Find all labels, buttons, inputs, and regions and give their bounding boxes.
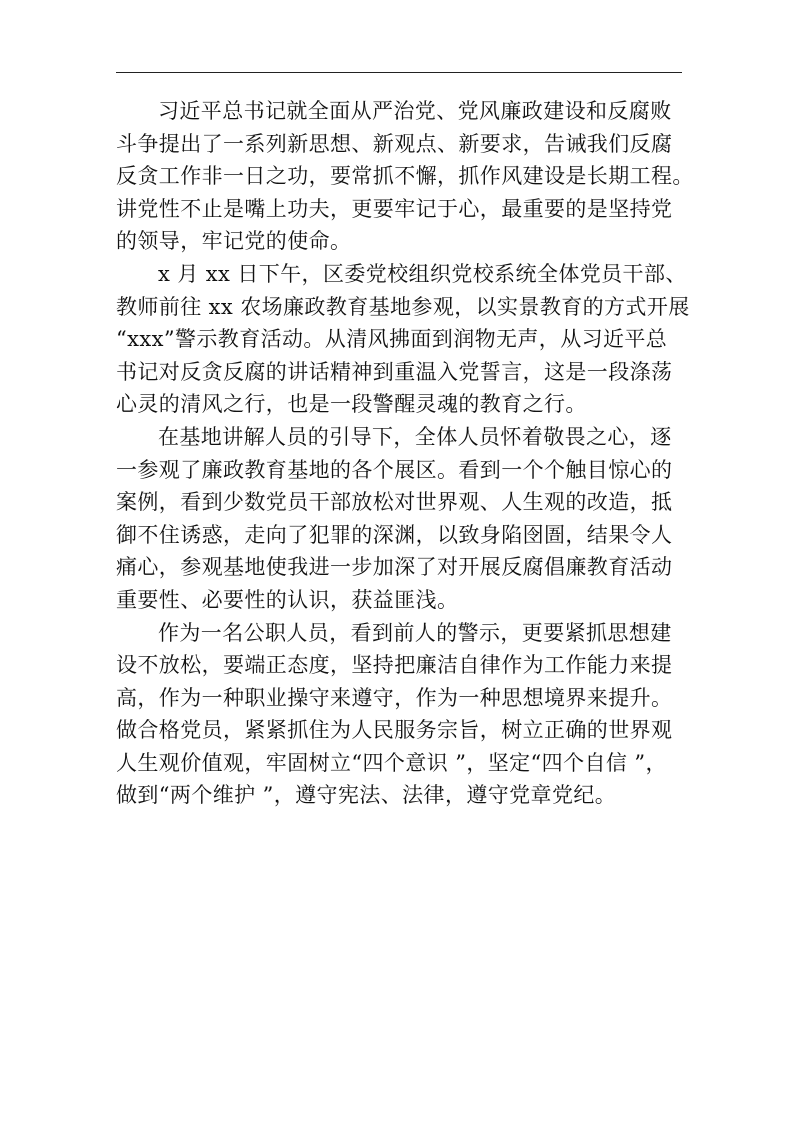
text-line: 书记对反贪反腐的讲话精神到重温入党誓言，这是一段涤荡: [116, 359, 673, 384]
text-line: 高，作为一种职业操守来遵守，作为一种思想境界来提升。: [116, 685, 673, 710]
text-line: “xxx”警示教育活动。从清风拂面到润物无声，从习近平总: [116, 327, 668, 352]
text-line: 心灵的清风之行，也是一段警醒灵魂的教育之行。: [116, 392, 587, 417]
text-line: 反贪工作非一日之功，要常抓不懈，抓作风建设是长期工程。: [116, 164, 694, 189]
text-line: 案例，看到少数党员干部放松对世界观、人生观的改造，抵: [116, 490, 673, 515]
text-line: x 月 xx 日下午，区委党校组织党校系统全体党员干部、: [158, 261, 687, 286]
text-line: 作为一名公职人员，看到前人的警示，更要紧抓思想建: [158, 620, 672, 645]
text-line: 做到“两个维护 ”，遵守宪法、法律，遵守党章党纪。: [116, 783, 617, 808]
text-line: 在基地讲解人员的引导下，全体人员怀着敬畏之心，逐: [158, 424, 672, 449]
text-line: 痛心，参观基地使我进一步加深了对开展反腐倡廉教育活动: [116, 555, 673, 580]
text-line: 做合格党员，紧紧抓住为人民服务宗旨，树立正确的世界观: [116, 718, 673, 743]
paragraph-4: [116, 617, 682, 813]
document-body: [116, 95, 694, 812]
text-line: 斗争提出了一系列新思想、新观点、新要求，告诫我们反腐: [116, 131, 673, 156]
text-line: 御不住诱惑，走向了犯罪的深渊，以致身陷囹圄，结果令人: [116, 522, 673, 547]
text-line: 重要性、必要性的认识，获益匪浅。: [116, 587, 459, 612]
text-line: 设不放松，要端正态度，坚持把廉洁自律作为工作能力来提: [116, 653, 673, 678]
paragraph-1: [116, 95, 694, 258]
text-line: 讲党性不止是嘴上功夫，更要牢记于心，最重要的是坚持党: [116, 196, 673, 221]
text-line: 一参观了廉政教育基地的各个展区。看到一个个触目惊心的: [116, 457, 673, 482]
paragraph-3: [116, 421, 682, 617]
text-line: 教师前往 xx 农场廉政教育基地参观，以实景教育的方式开展: [116, 294, 690, 319]
text-line: 的领导，牢记党的使命。: [116, 229, 352, 254]
paragraph-2: [116, 258, 690, 421]
text-line: 人生观价值观，牢固树立“四个意识 ”，坚定“四个自信 ”，: [116, 750, 667, 775]
text-line: 习近平总书记就全面从严治党、党风廉政建设和反腐败: [158, 99, 672, 123]
header-rule: [116, 72, 682, 73]
